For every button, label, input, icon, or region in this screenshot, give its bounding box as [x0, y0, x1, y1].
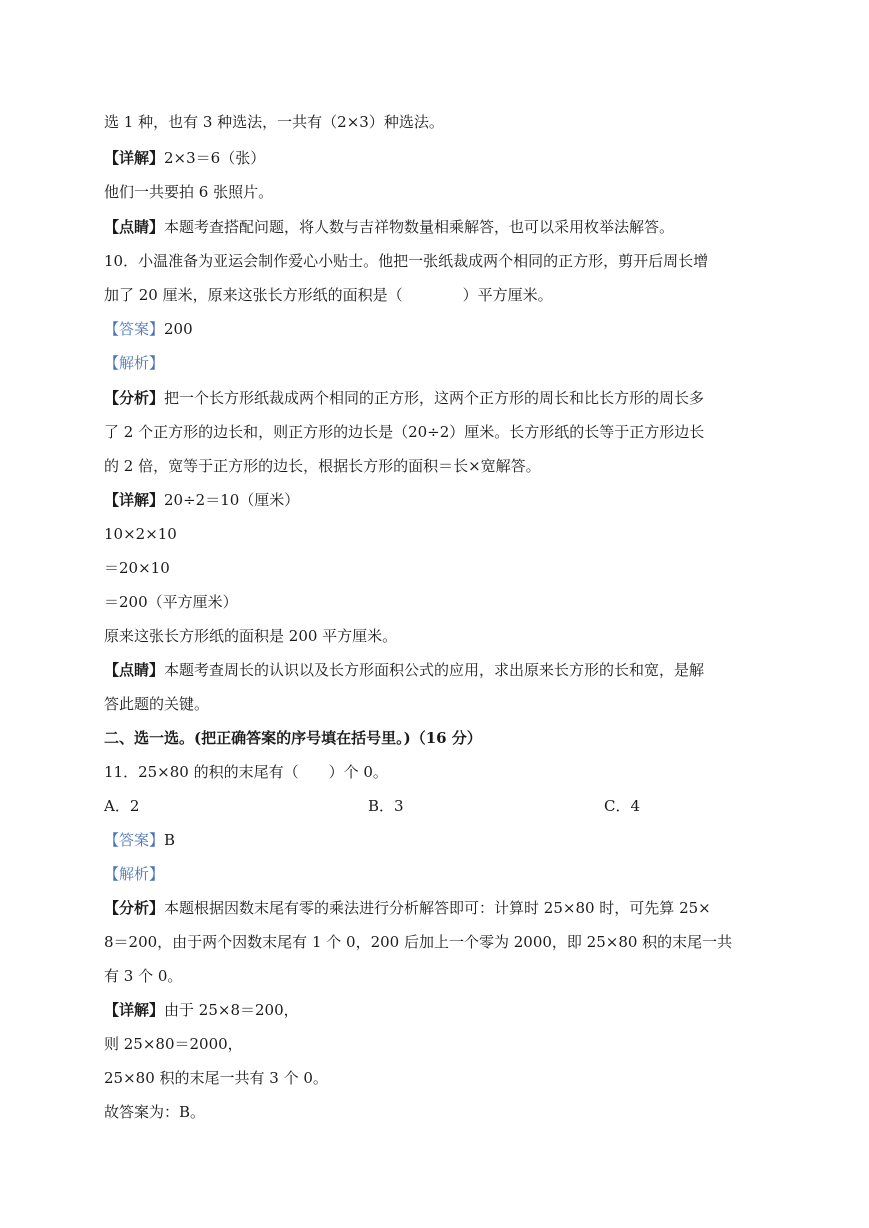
option-a: A．2	[104, 797, 140, 815]
q10-question-line1: 10．小温准备为亚运会制作爱心小贴士。他把一张纸裁成两个相同的正方形，剪开后周长增	[104, 252, 709, 270]
q9-detail: 【详解】2×3＝6（张）	[104, 149, 266, 167]
option-b: B．3	[368, 797, 404, 815]
q11-fenxi-line2: 8＝200，由于两个因数末尾有 1 个 0，200 后加上一个零为 2000，即 25×80 积的末尾一共	[104, 933, 733, 951]
q10-comment-line2: 答此题的关键。	[104, 695, 210, 713]
answer-tag: 【答案】	[104, 320, 165, 338]
detail-tag: 【详解】	[104, 149, 165, 167]
q10-analysis-tag: 【解析】	[104, 354, 165, 372]
q10-detail3: ＝20×10	[104, 559, 170, 577]
detail-tag: 【详解】	[104, 1001, 165, 1019]
q10-fenxi-line2: 了 2 个正方形的边长和，则正方形的边长是（20÷2）厘米。长方形纸的长等于正方形边长	[104, 423, 705, 441]
q11-question: 11．25×80 的积的末尾有（ ）个 0。	[104, 763, 388, 781]
q9-continuation: 选 1 种，也有 3 种选法，一共有（2×3）种选法。	[104, 113, 444, 131]
q11-answer: 【答案】B	[104, 831, 176, 849]
q10-detail2: 10×2×10	[104, 525, 177, 543]
section-heading: 二、选一选。(把正确答案的序号填在括号里。)（16 分）	[104, 729, 482, 747]
q10-answer: 【答案】200	[104, 320, 193, 338]
q11-detail1: 【详解】由于 25×8＝200，	[104, 1001, 299, 1019]
q10-fenxi-line1: 【分析】把一个长方形纸裁成两个相同的正方形，这两个正方形的周长和比长方形的周长多	[104, 389, 705, 407]
q10-conclusion: 原来这张长方形纸的面积是 200 平方厘米。	[104, 627, 398, 645]
answer-tag: 【答案】	[104, 831, 165, 849]
q11-final-answer: 故答案为：B。	[104, 1103, 206, 1121]
q10-detail4: ＝200（平方厘米）	[104, 593, 238, 611]
fenxi-tag: 【分析】	[104, 899, 165, 917]
q9-conclusion: 他们一共要拍 6 张照片。	[104, 183, 274, 201]
q11-fenxi-line1: 【分析】本题根据因数末尾有零的乘法进行分析解答即可：计算时 25×80 时，可先算 25×	[104, 899, 711, 917]
q11-fenxi-line3: 有 3 个 0。	[104, 967, 183, 985]
option-c: C．4	[604, 797, 641, 815]
q11-analysis-tag: 【解析】	[104, 865, 165, 883]
detail-tag: 【详解】	[104, 491, 165, 509]
q10-fenxi-line3: 的 2 倍，宽等于正方形的边长，根据长方形的面积＝长×宽解答。	[104, 457, 541, 475]
q10-comment-line1: 【点睛】本题考查周长的认识以及长方形面积公式的应用，求出原来长方形的长和宽，是解	[104, 661, 705, 679]
q9-comment: 【点睛】本题考查搭配问题，将人数与吉祥物数量相乘解答，也可以采用枚举法解答。	[104, 218, 675, 236]
fenxi-tag: 【分析】	[104, 389, 165, 407]
comment-tag: 【点睛】	[104, 661, 165, 679]
q11-detail3: 25×80 积的末尾一共有 3 个 0。	[104, 1069, 328, 1087]
q10-question-line2: 加了 20 厘米，原来这张长方形纸的面积是（ ）平方厘米。	[104, 286, 553, 304]
q11-detail2: 则 25×80＝2000，	[104, 1035, 243, 1053]
comment-tag: 【点睛】	[104, 218, 165, 236]
q10-detail1: 【详解】20÷2＝10（厘米）	[104, 491, 300, 509]
